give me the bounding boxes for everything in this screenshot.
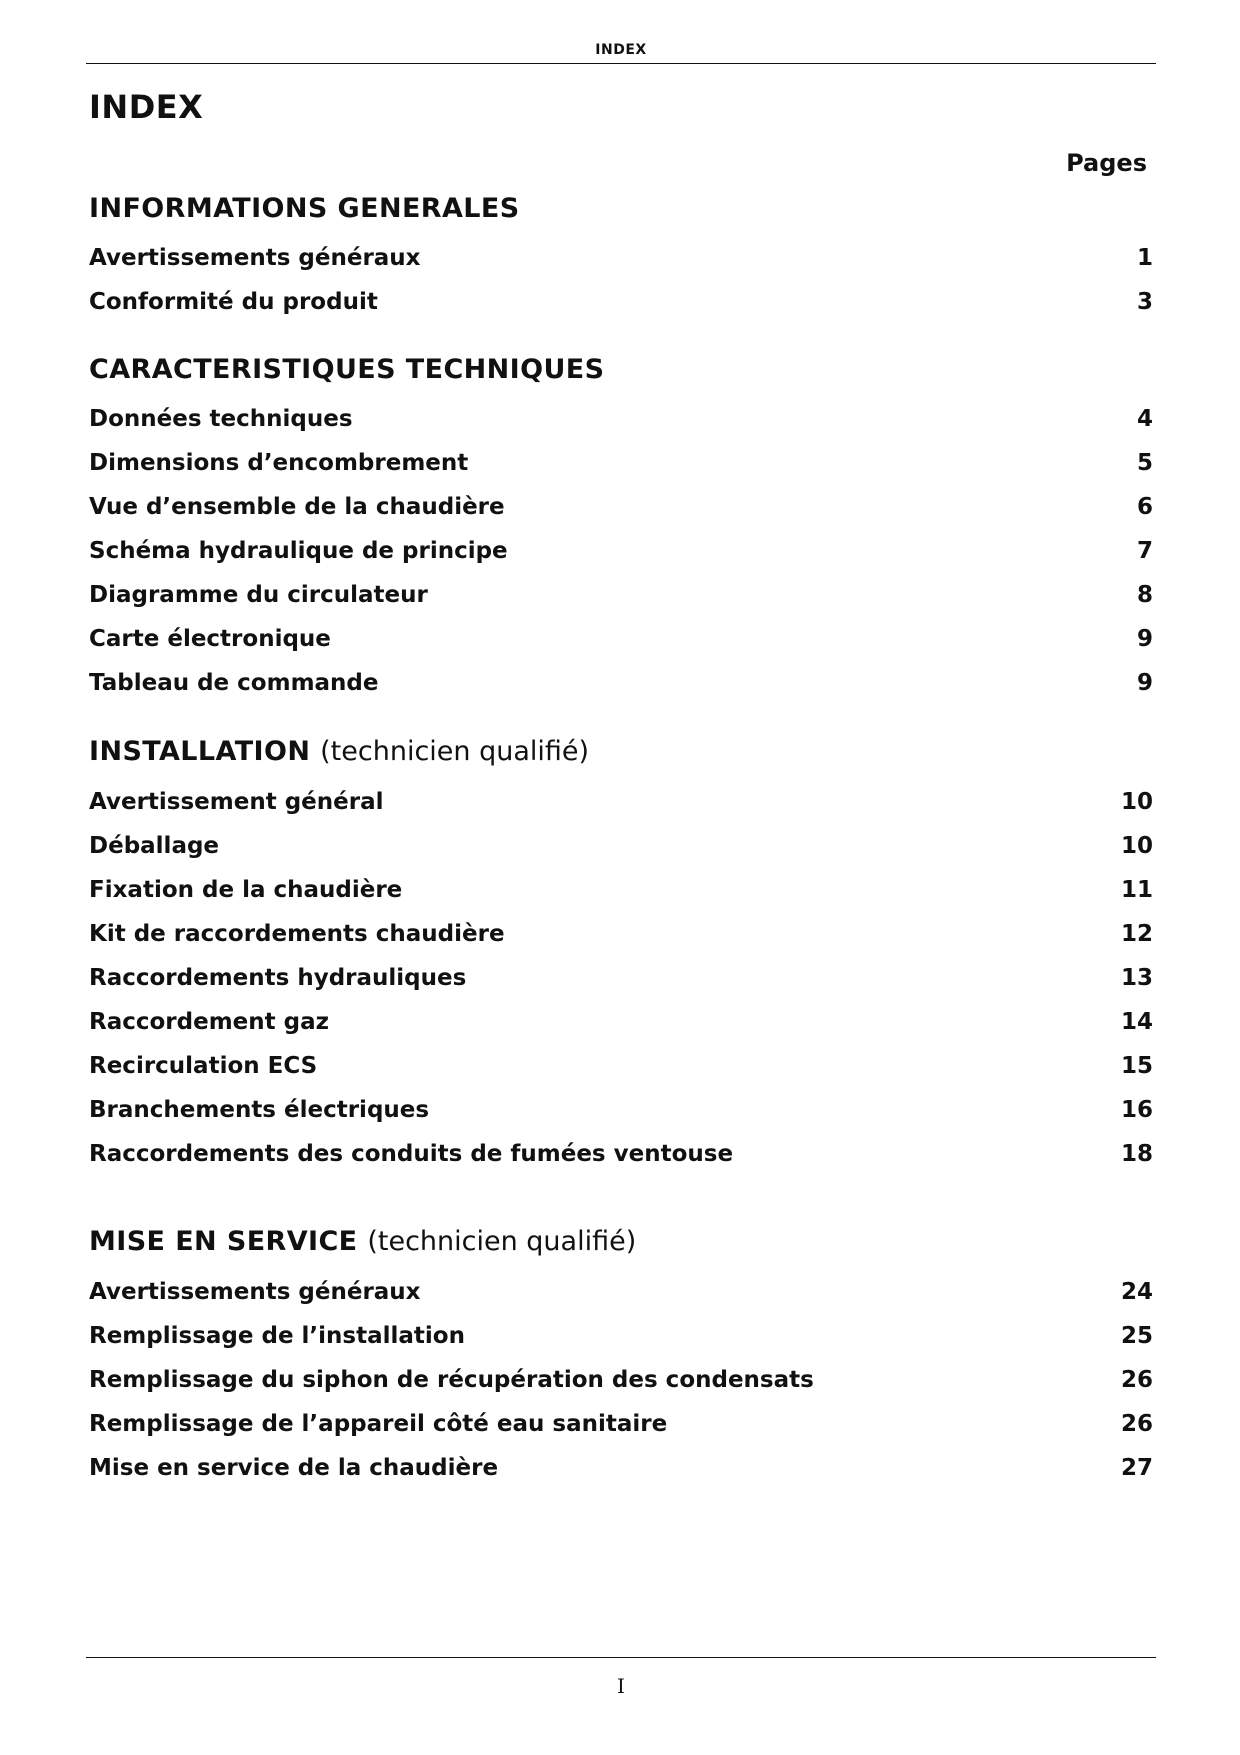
toc-entry[interactable] bbox=[89, 961, 1153, 995]
section-heading-caracteristiques-techniques bbox=[89, 354, 604, 385]
toc-entry-label: Dimensions d’encombrement bbox=[89, 450, 469, 476]
toc-entry-label: Raccordements des conduits de fumées ventouse bbox=[89, 1141, 734, 1167]
toc-entry[interactable] bbox=[89, 1363, 1153, 1397]
section-heading-note: (technicien qualifié) bbox=[320, 736, 590, 767]
toc-entry-page: 26 bbox=[1120, 1367, 1153, 1393]
toc-entry-label: Avertissement général bbox=[89, 789, 384, 815]
toc-entry-page: 10 bbox=[1120, 833, 1153, 859]
toc-entry-page: 26 bbox=[1120, 1411, 1153, 1437]
toc-entry[interactable] bbox=[89, 829, 1153, 863]
toc-entry[interactable] bbox=[89, 1275, 1153, 1309]
toc-entry-label: Raccordements hydrauliques bbox=[89, 965, 467, 991]
toc-entry-label: Diagramme du circulateur bbox=[89, 582, 428, 608]
section-heading-note: (technicien qualifié) bbox=[367, 1226, 637, 1257]
toc-entry[interactable] bbox=[89, 578, 1153, 612]
toc-entry-page: 24 bbox=[1120, 1279, 1153, 1305]
toc-entry-page: 27 bbox=[1120, 1455, 1153, 1481]
toc-entry[interactable] bbox=[89, 285, 1153, 319]
toc-entry-page: 14 bbox=[1120, 1009, 1153, 1035]
toc-entry-label: Déballage bbox=[89, 833, 220, 859]
toc-entry[interactable] bbox=[89, 534, 1153, 568]
section-heading-text: MISE EN SERVICE bbox=[89, 1226, 358, 1257]
toc-entry[interactable] bbox=[89, 873, 1153, 907]
toc-entry[interactable] bbox=[89, 1407, 1153, 1441]
toc-entry-page: 1 bbox=[1136, 245, 1153, 271]
toc-entry-page: 6 bbox=[1136, 494, 1153, 520]
toc-entry[interactable] bbox=[89, 1319, 1153, 1353]
toc-entry-page: 3 bbox=[1136, 289, 1153, 315]
toc-entry-label: Kit de raccordements chaudière bbox=[89, 921, 505, 947]
toc-entry-label: Recirculation ECS bbox=[89, 1053, 318, 1079]
toc-entry-page: 11 bbox=[1120, 877, 1153, 903]
section-heading-text: INSTALLATION bbox=[89, 736, 311, 767]
toc-entry-label: Raccordement gaz bbox=[89, 1009, 330, 1035]
toc-entry-page: 10 bbox=[1120, 789, 1153, 815]
toc-entry-label: Remplissage de l’installation bbox=[89, 1323, 465, 1349]
toc-entry[interactable] bbox=[89, 666, 1153, 700]
toc-entry[interactable] bbox=[89, 1005, 1153, 1039]
toc-entry-page: 9 bbox=[1136, 626, 1153, 652]
toc-entry[interactable] bbox=[89, 241, 1153, 275]
section-heading-text: CARACTERISTIQUES TECHNIQUES bbox=[89, 354, 605, 385]
toc-entry-label: Schéma hydraulique de principe bbox=[89, 538, 508, 564]
toc-entry[interactable] bbox=[89, 1093, 1153, 1127]
toc-entry[interactable] bbox=[89, 446, 1153, 480]
toc-entry-page: 9 bbox=[1136, 670, 1153, 696]
toc-entry[interactable] bbox=[89, 402, 1153, 436]
toc-entry-page: 12 bbox=[1120, 921, 1153, 947]
toc-entry-label: Mise en service de la chaudière bbox=[89, 1455, 499, 1481]
toc-entry-label: Données techniques bbox=[89, 406, 353, 432]
toc-entry[interactable] bbox=[89, 785, 1153, 819]
toc-entry-label: Carte électronique bbox=[89, 626, 331, 652]
toc-entry-label: Avertissements généraux bbox=[89, 1279, 421, 1305]
toc-entry[interactable] bbox=[89, 917, 1153, 951]
toc-entry-page: 18 bbox=[1120, 1141, 1153, 1167]
toc-entry-label: Remplissage de l’appareil côté eau sanitaire bbox=[89, 1411, 668, 1437]
toc-entry[interactable] bbox=[89, 1137, 1153, 1171]
toc-entry[interactable] bbox=[89, 1451, 1153, 1485]
toc-entry[interactable] bbox=[89, 1049, 1153, 1083]
section-heading-text: INFORMATIONS GENERALES bbox=[89, 193, 520, 224]
toc-entry-page: 7 bbox=[1136, 538, 1153, 564]
toc-entry-label: Remplissage du siphon de récupération des condensats bbox=[89, 1367, 814, 1393]
toc-entry-label: Conformité du produit bbox=[89, 289, 378, 315]
header-rule bbox=[86, 63, 1156, 64]
toc-entry-label: Tableau de commande bbox=[89, 670, 379, 696]
footer-page-number: I bbox=[617, 1674, 625, 1698]
running-header: INDEX bbox=[595, 42, 647, 58]
footer-rule bbox=[86, 1657, 1156, 1658]
toc-entry-page: 5 bbox=[1136, 450, 1153, 476]
toc-entry-label: Avertissements généraux bbox=[89, 245, 421, 271]
section-heading-installation bbox=[89, 736, 589, 767]
toc-entry-label: Vue d’ensemble de la chaudière bbox=[89, 494, 505, 520]
toc-entry-page: 15 bbox=[1120, 1053, 1153, 1079]
toc-entry-page: 13 bbox=[1120, 965, 1153, 991]
pages-column-label: Pages bbox=[1066, 149, 1147, 177]
toc-entry[interactable] bbox=[89, 490, 1153, 524]
toc-entry-page: 25 bbox=[1120, 1323, 1153, 1349]
toc-entry[interactable] bbox=[89, 622, 1153, 656]
toc-entry-label: Branchements électriques bbox=[89, 1097, 430, 1123]
section-heading-mise-en-service bbox=[89, 1226, 636, 1257]
toc-entry-label: Fixation de la chaudière bbox=[89, 877, 403, 903]
section-heading-informations-generales bbox=[89, 193, 520, 224]
toc-entry-page: 4 bbox=[1136, 406, 1153, 432]
toc-entry-page: 16 bbox=[1120, 1097, 1153, 1123]
index-title: INDEX bbox=[89, 88, 204, 126]
toc-entry-page: 8 bbox=[1136, 582, 1153, 608]
